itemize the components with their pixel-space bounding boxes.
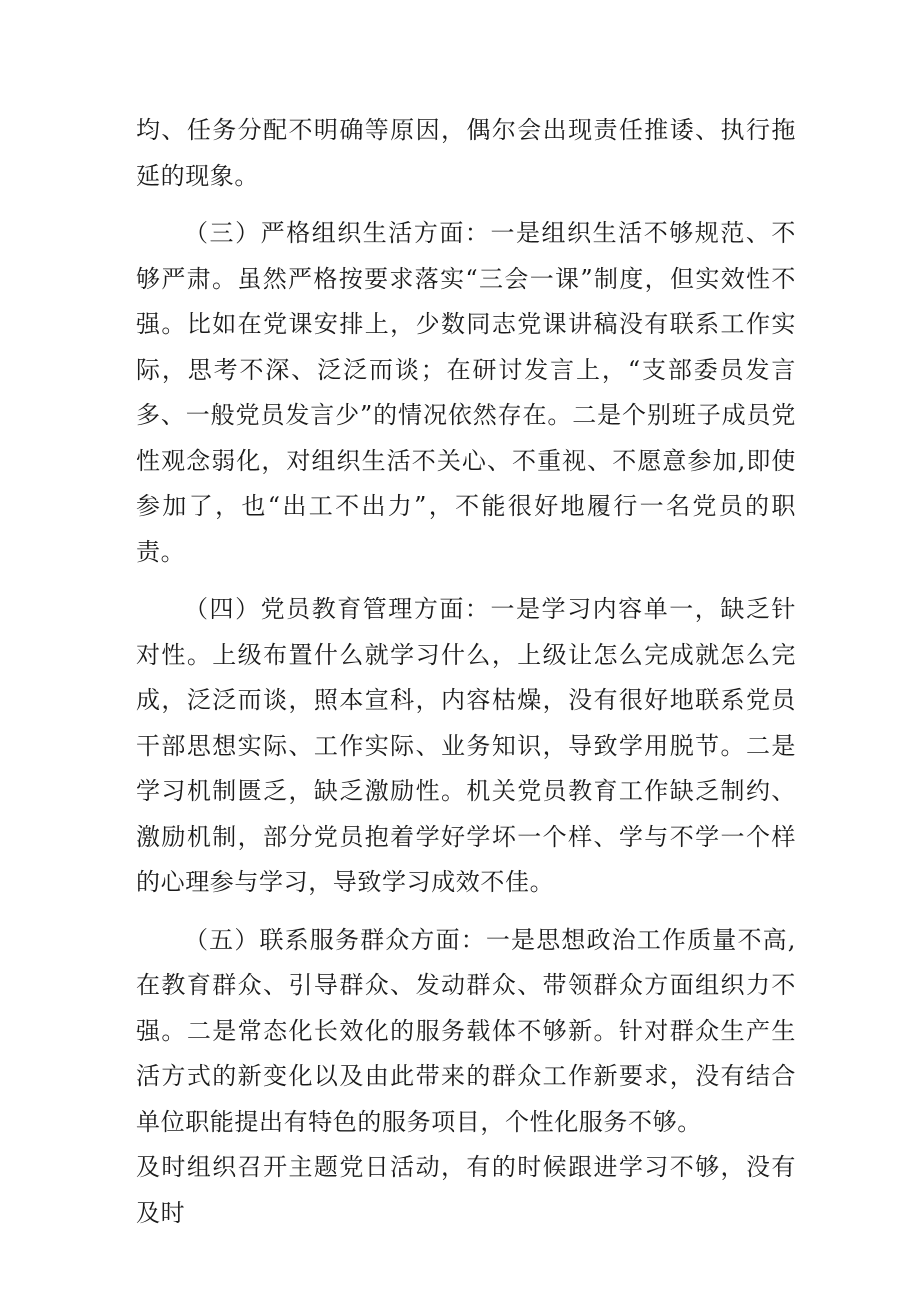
paragraph-member-education: （四）党员教育管理方面：一是学习内容单一，缺乏针对性。上级布置什么就学习什么，上级让怎么完成就怎么完成，泛泛而谈，照本宣科，内容枯燥，没有很好地联系党员干部思想实际、工作实际、业务知识，导致学用脱节。二是学习机制匮乏，缺乏激励性。机关党员教育工作缺乏制约、激励机制，部分党员抱着学好学坏一个样、学与不学一个样的心理参与学习，导致学习成效不佳。 xyxy=(136,595,796,896)
document-body xyxy=(136,108,796,1236)
paragraph-serving-masses: （五）联系服务群众方面：一是思想政治工作质量不高,在教育群众、引导群众、发动群众、带领群众方面组织力不强。二是常态化长效化的服务载体不够新。针对群众生产生活方式的新变化以及由此带来的群众工作新要求，没有结合单位职能提出有特色的服务项目，个性化服务不够。 xyxy=(136,925,796,1136)
paragraph-trailing-fragment: 及时组织召开主题党日活动，有的时候跟进学习不够，没有及时 xyxy=(136,1153,796,1227)
paragraph-organizational-life: （三）严格组织生活方面：一是组织生活不够规范、不够严肃。虽然严格按要求落实“三会一课”制度，但实效性不强。比如在党课安排上，少数同志党课讲稿没有联系工作实际，思考不深、泛泛而谈；在研讨发言上，“支部委员发言多、一般党员发言少”的情况依然存在。二是个别班子成员党性观念弱化，对组织生活不关心、不重视、不愿意参加,即使参加了，也“出工不出力”，不能很好地履行一名党员的职责。 xyxy=(136,219,796,566)
paragraph-continuation: 均、任务分配不明确等原因，偶尔会出现责任推诿、执行拖延的现象。 xyxy=(136,116,796,190)
